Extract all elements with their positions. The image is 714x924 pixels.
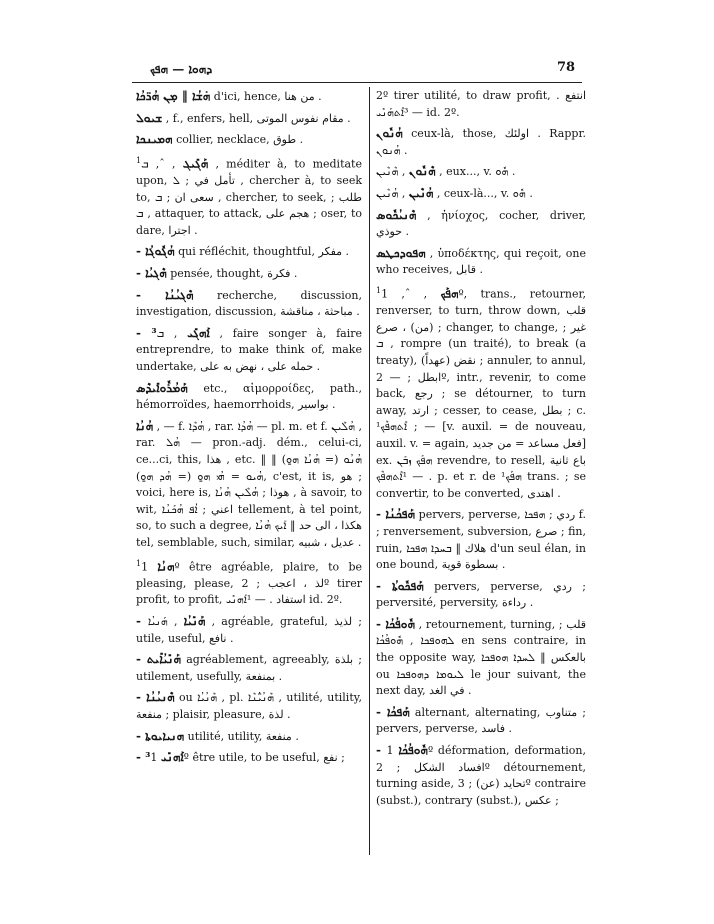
dictionary-entry — [376, 704, 586, 738]
headword: - ܗܰܦܟܽܘܬܳܐ — [376, 578, 424, 593]
header-rule — [132, 82, 582, 83]
right-column — [376, 88, 586, 813]
headword: ܗܰܡܳܪܽܘܐܺܝܕܶܣ — [136, 380, 188, 395]
entry-definition: agréablement, agreeably, بلذة ; utilement, usefully, بمنفعة . — [136, 653, 363, 683]
dictionary-entry — [376, 185, 586, 203]
headword: - ܗܢܝܐܝܘܬܐ — [136, 728, 185, 743]
headword: ܗܳܢܶܝܢ — [408, 185, 434, 200]
dictionary-entry — [136, 728, 362, 746]
dictionary-entry — [136, 651, 362, 685]
entry-marker: 1 — [136, 155, 142, 165]
left-column — [136, 88, 362, 771]
entry-definition: , ܗܳܢܶܝܢ , ceux-là..., v. ܗܽܘ . — [376, 186, 533, 200]
entry-definition: , ܗܰܢܝܳܐ , agréable, grateful, لذيذ ; utile, useful, نافع . — [136, 614, 362, 645]
headword: ܗܦܰܟ — [440, 286, 459, 301]
dictionary-entry — [376, 163, 586, 181]
entry-marker: 1 — [136, 558, 142, 568]
entry-definition: , ὑποδέκτης, qui reçoit, one who receives, قابل . — [376, 246, 586, 277]
entry-definition: 2º tirer utilité, to draw profit, انتفع . — ³ܐܶܬܗܰܢܺܝ id. 2º. — [376, 89, 586, 119]
page-number: 78 — [557, 60, 576, 75]
entry-definition: pervers, perverse, ردي ; perversité, perversity, رداءة . — [376, 579, 586, 610]
dictionary-entry — [136, 418, 362, 552]
entry-definition: utilité, utility, منفعة . — [184, 729, 299, 743]
entry-definition: recherche, discussion, investigation, discussion, مباحثة ، مناقشة . — [136, 288, 362, 319]
dictionary-entry — [136, 153, 362, 240]
dictionary-entry — [136, 556, 362, 609]
headword: - ܗܽܘܦܳܟܳܐ — [376, 743, 428, 758]
headword: ܗܳܢܽܘܢ — [376, 126, 403, 141]
entry-definition: d'ici, hence, من هنا . — [210, 90, 322, 103]
headword: - ³ܐܰܗܢܺܝ — [136, 750, 184, 765]
dictionary-entry — [376, 207, 586, 241]
running-header: ܕܗܘܐ — ܗܦܟ — [150, 62, 213, 76]
dictionary-entry — [136, 613, 362, 647]
headword: ܗܰܓܺܝܓ — [182, 156, 209, 171]
entry-definition: , — f. ܗܳܕܶܐ , rar. ܗܳܕܳܐ — pl. m. et f. ܗܳܠܶܝܢ , rar. ܗܳܠ — pron.-adj. dém., celui-ci, ce...ci, this, هذا , etc. ‖ ܗܳܢܳܘ (= ܗܳܢܳܐ ܗ̱ܘ) ‖ ܗܳܝܘ = ܗܳܝ ܗ̱ܘ (= ܗܳܕ ܗ̱ܘ), c'est, it is, هو ; voici, here is, هوذا ; ܗܳܠܶܝܢ ܗܳܢܳܐ , à savoir, to wit, اعني ; ܐܳܦ ܗܳܟܰܢܳܐ tellement, à tel point, so, to such a degree, هكذا ، الى حد ‖ ܐܰܝܟ ܗܳܢܳܐ tel, semblable, such, similar, عديل ، شبيه . — [136, 419, 363, 549]
dictionary-entry — [376, 616, 586, 700]
dictionary-entry — [376, 283, 586, 502]
headword: - ܗܶܢܝܳܢܳܐ — [136, 690, 175, 705]
dictionary-entry — [136, 689, 362, 723]
entry-definition: 1º être utile, to be useful, نفع ; — [150, 751, 345, 765]
dictionary-entry — [376, 88, 586, 121]
headword: - ³ܐܰܗܓܺܝ — [136, 325, 210, 340]
headword: - ܗܰܢܺܝܳܐ — [136, 613, 206, 628]
headword: - ܗܳܓܽܘܓܳܐ — [136, 244, 175, 259]
headword: ܗܳܢܳܐ — [136, 418, 154, 433]
dictionary-entry — [376, 125, 586, 159]
headword: ܗܦܘܕܟܛܣ — [376, 245, 426, 260]
entry-definition: collier, necklace, طوق . — [172, 133, 304, 147]
entry-definition: , ˆ, 1º, trans., retourner, renverser, to turn, throw down, قلب (من) ، صرع ; changer, to change, غير ; ܒ , rompre (un traité), to break (a treaty), نقض (عهداً) ; annuler, to annul, ابطل ; — 2º, intr., revenir, to come back, رجع ; se détourner, to turn away, ارتد ; cesser, to cease, بطل ; c. ¹ܐܶܬܗܦܶܟ ; — [v. auxil. = de nouveau, auxil. v. = again, فعل مساعد = من جديد] ex. ܗܦܰܟ ܙܒܰܢ revendre, to resell, باع ثانية . — ¹ܐܶܬܗܦܶܟ p. et r. de ¹ܗܦܰܟ trans. ; se convertir, to be converted, اهتدى . — [376, 287, 587, 500]
entry-definition: alternant, alternating, متناوب ; pervers, perverse, فاسد . — [376, 705, 586, 736]
entry-definition: , ܗܶܢܶܝܢ , eux..., v. ܗܽܘ . — [376, 165, 516, 179]
entry-definition: , retournement, turning, قلب ; ܠܗܘܦܟܐ , ܗܽܘܦܳܟܳܐ en sens contraire, in the opposite way, بالعكس ‖ ܠܚܕܐ ܗܘܦܟܐ ou ܠܝܘܡܐ ܕܗܘܦܟܐ le jour suivant, the next day, في الغد . — [376, 617, 586, 698]
dictionary-entry — [376, 245, 586, 279]
headword: - ܗܰܢܺܝܳܐܺܝܬ — [136, 652, 182, 667]
column-divider — [369, 87, 370, 855]
dictionary-entry — [136, 287, 362, 321]
headword: - ܗܽܘܦܳܟܳܐ — [376, 616, 415, 631]
entry-definition: 1º être agréable, plaire, to be pleasing, please, لذ ، اعجب ; 2º tirer profit, to profit, استفاد . — ¹ܐܰܗܢܺܝ id. 2º. — [136, 560, 363, 607]
headword: - ܗܰܦܟܳܢܳܐ — [376, 507, 416, 522]
dictionary-entry — [136, 265, 362, 283]
headword: ܗ̇ܫܳܐ ‖ ܡ̣ܢ ܗܳܪ̈ܟܳܐ — [136, 89, 211, 103]
dictionary-entry — [136, 325, 362, 376]
entry-definition: ceux-là, those, اولئك . Rappr. ܗܳܢܘܢ . — [376, 127, 586, 157]
dictionary-entry — [376, 578, 586, 612]
dictionary-entry — [136, 243, 362, 261]
headword: ܗܡܝܢܟܐ — [136, 132, 173, 147]
dictionary-entry — [136, 131, 362, 149]
headword: ܗܢܳܐ — [157, 559, 175, 574]
headword: - ܗܰܦܟܳܐ — [376, 704, 410, 719]
headword: ܫܝܘܠ — [136, 110, 163, 125]
headword: ܗܶܢܽܘܢ — [408, 164, 436, 179]
entry-definition: pensée, thought, فكرة . — [166, 267, 298, 280]
entry-marker: 1 — [376, 285, 382, 295]
dictionary-entry — [376, 742, 586, 809]
dictionary-entry — [136, 88, 362, 106]
entry-definition: , ἡνίοχος, cocher, driver, حوذي . — [376, 208, 586, 239]
entry-definition: , ܒ , faire songer à, faire entreprendre, to make think of, make undertake, حمله على ، نهض به على . — [136, 326, 362, 373]
dictionary-entry — [376, 506, 586, 573]
entry-definition: 1º déformation, deformation, افساد الشكل ; 2º détournement, turning aside, تحايد (عن) ; 3º contraire (subst.), contrary (subst.), عكس ; — [376, 744, 587, 807]
dictionary-entry — [136, 110, 362, 128]
entry-definition: pervers, perverse, ردي ; ܗܦܟܐ f. ; renversement, subversion, صرع ; fin, ruin, هلاك ‖ ܒܚܕܐ ܗܦܟܐ d'un seul élan, in one bound, بسطوة قوية . — [376, 508, 587, 572]
headword: - ܗܶܓܝܳܢܳܐ — [136, 287, 194, 302]
entry-definition: qui réfléchit, thoughtful, مفكر . — [174, 245, 350, 259]
dictionary-entry — [136, 749, 362, 767]
dictionary-entry — [136, 380, 362, 414]
entry-definition: ou ܗܶܢܳܝܳܐ , pl. ܗܶܢܳܝ̈ܳܢܶܐ , utilité, utility, منفعة ; plaisir, pleasure, لذة . — [136, 691, 362, 721]
headword: - ܗܶܓܝܳܐ — [136, 266, 167, 280]
headword: ܗܶܢܝܳܟܽܘܣ — [376, 207, 417, 222]
entry-definition: , f., enfers, hell, مقام نفوس الموتى . — [162, 111, 351, 125]
entry-definition: etc., αἱμορροίδες, path., hémorroïdes, haemorrhoids, بواسير . — [136, 381, 362, 412]
entry-definition: , ˆ, ܒ , méditer à, to meditate upon, تأمل في ; ܠ , chercher à, to seek to, سعى ان ; ܒ , chercher, to seek, طلب ; ܒ , attaquer, to attack, هجم على ; oser, to dare, اجترا . — [136, 157, 362, 237]
